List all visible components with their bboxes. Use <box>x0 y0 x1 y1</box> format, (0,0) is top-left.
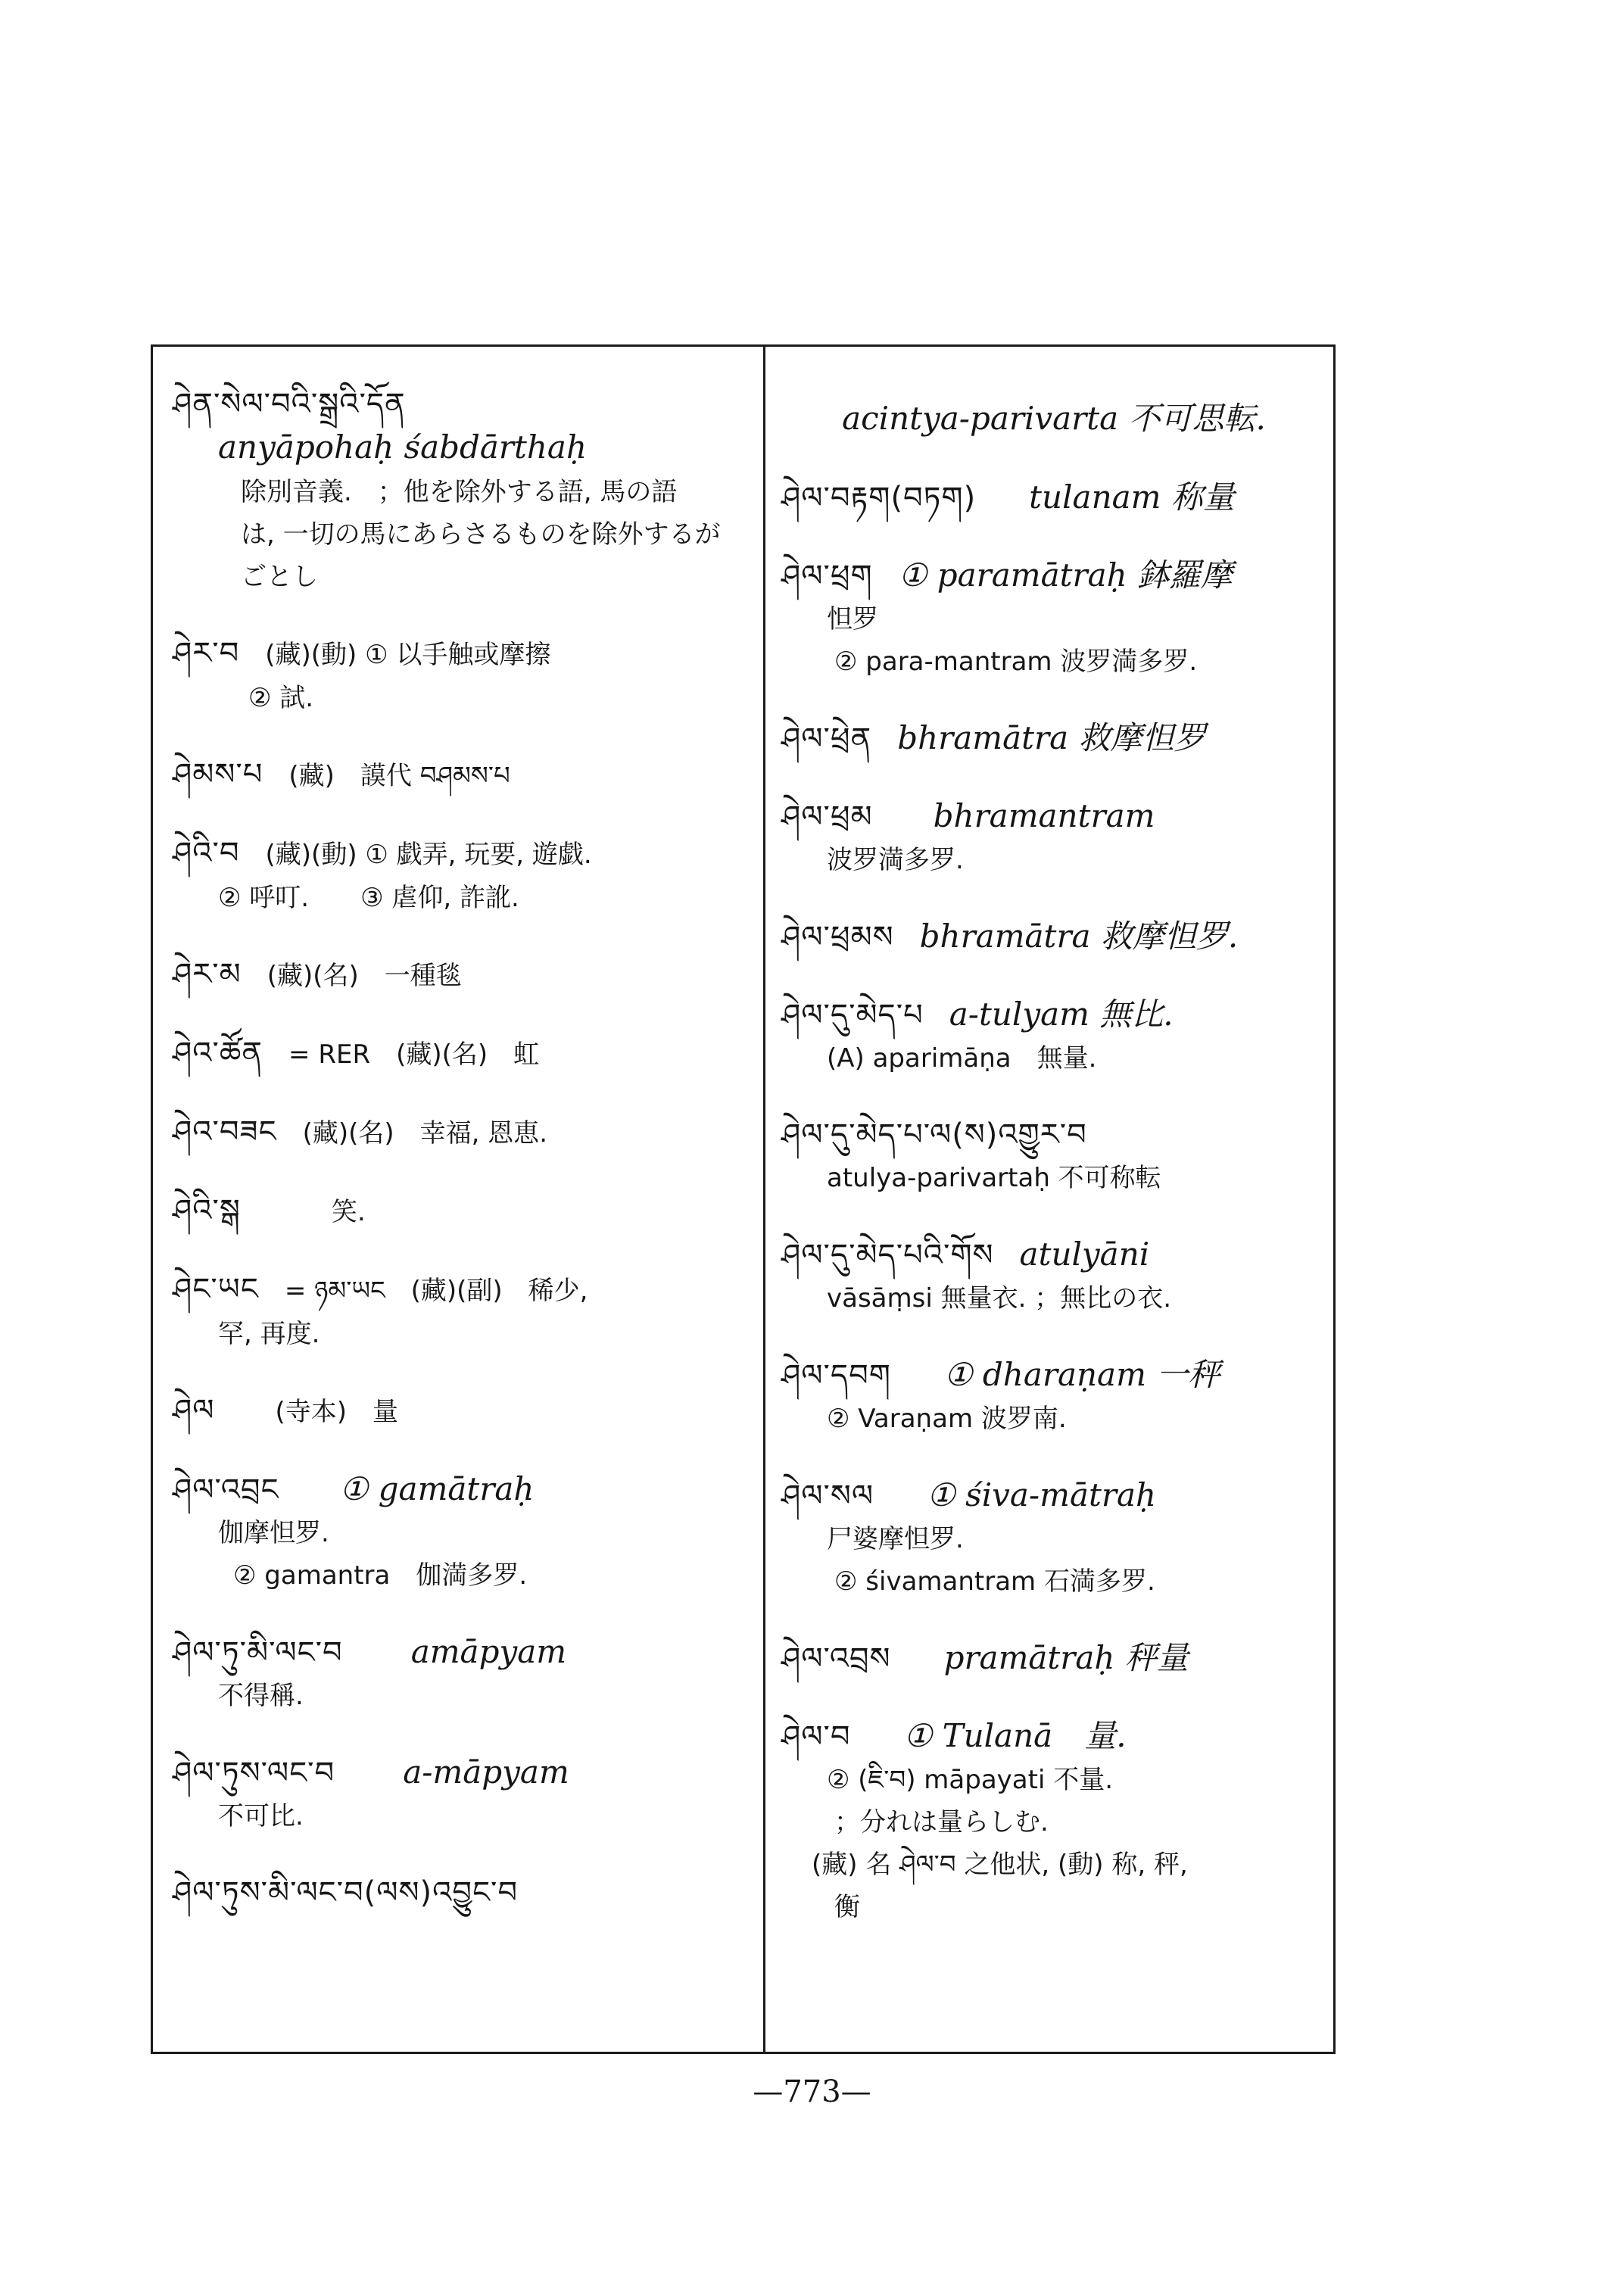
definition-text: ② Varaṇam 波罗南. <box>827 1404 1067 1434</box>
grammar-note: (藏)(名) 幸福, 恩恵. <box>302 1118 548 1149</box>
dictionary-entry <box>173 1389 752 1434</box>
tibetan-headword: ཤེལ་འབྲས <box>781 1641 891 1676</box>
tibetan-headword: ཤེར་བ <box>173 636 240 671</box>
definition-text: ② (ཇི་བ) māpayati 不量. <box>827 1765 1114 1795</box>
definition-text: (A) aparimāṇa 無量. <box>827 1043 1097 1074</box>
definition-text: ごとし <box>241 562 318 592</box>
dictionary-entry <box>173 753 752 798</box>
dictionary-entry <box>781 1353 1326 1440</box>
definition-text: ；分れは量らしむ. <box>834 1807 1049 1837</box>
page-number: —773— <box>753 2074 871 2109</box>
tibetan-headword: ཤེལ་བརྟག(བཏག) <box>781 481 977 516</box>
definition-text: ② gamantra 伽満多罗. <box>233 1560 528 1591</box>
definition-text: ② para-mantram 波罗満多罗. <box>834 647 1198 677</box>
definition-text: 不得稱. <box>218 1681 304 1711</box>
sanskrit-equivalent: ① dharaṇam 一秤 <box>943 1356 1220 1393</box>
tibetan-headword: ཤེལ་ཏུས་ལང་བ <box>173 1756 335 1791</box>
tibetan-headword: ཤེལ་ཕྲག <box>781 559 873 594</box>
left-column <box>173 360 752 1915</box>
sanskrit-equivalent: a-tulyam 無比. <box>949 996 1174 1033</box>
sanskrit-equivalent: atulyāni <box>1019 1236 1150 1273</box>
dictionary-entry <box>781 993 1326 1080</box>
tibetan-headword: ཤེལ་དུ་མེད་པའི་གོས <box>781 1238 994 1273</box>
sanskrit-equivalent: ① paramātraḥ 鉢羅摩 <box>898 556 1233 594</box>
sanskrit-equivalent: ① gamātraḥ <box>339 1470 535 1507</box>
dictionary-entry <box>173 1110 752 1155</box>
definition-text: は, 一切の馬にあらさるものを除外するが <box>241 519 721 550</box>
grammar-note: (藏)(名) 一種毯 <box>267 961 462 991</box>
definition-text: ② 呼叮. ③ 虐仰, 詐訛. <box>218 883 519 913</box>
tibetan-headword: ཤེན་སེལ་བའི་སྒྲའི་དོན <box>173 387 406 422</box>
definition-text: (藏) 名 ཤེལ་བ 之他状, (動) 称, 秤, <box>812 1850 1188 1880</box>
sanskrit-equivalent: amāpyam <box>410 1633 567 1670</box>
dictionary-entry <box>781 1714 1326 1928</box>
definition-text: atulya-parivartaḥ 不可称転 <box>827 1163 1161 1193</box>
definition-text: vāsāṃsi 無量衣. ；無比の衣. <box>827 1283 1172 1314</box>
tibetan-headword: ཤེལ <box>173 1393 215 1428</box>
tibetan-headword: ཤེལ་ཕྲེན <box>781 722 872 756</box>
sanskrit-equivalent: pramātraḥ 秤量 <box>943 1639 1189 1676</box>
continuation-line: acintya-parivarta 不可思転. <box>842 400 1266 437</box>
sanskrit-equivalent: bhramātra 救摩怛罗. <box>919 918 1239 955</box>
dictionary-entry <box>781 397 1326 442</box>
grammar-note: 笑. <box>331 1197 366 1227</box>
tibetan-headword: ཤེའ་བཟང <box>173 1114 277 1149</box>
definition-text: 除別音義. ；他を除外する語, 馬の語 <box>241 477 678 507</box>
sanskrit-equivalent: tulanam 称量 <box>1029 478 1235 516</box>
dictionary-entry <box>173 1189 752 1234</box>
tibetan-headword: ཤེལ་བ <box>781 1719 851 1754</box>
dictionary-entry <box>173 1871 752 1915</box>
column-divider <box>763 344 765 2054</box>
grammar-note: = ཉམ་ཡང (藏)(副) 稀少, <box>284 1276 588 1306</box>
tibetan-headword: ཤེལ་ཏུས་མི་ལང་བ(ལས)འབྱུང་བ <box>173 1875 519 1910</box>
definition-text: 罕, 再度. <box>218 1319 320 1349</box>
dictionary-entry <box>781 1636 1326 1681</box>
definition-text: 衡 <box>834 1892 860 1922</box>
tibetan-headword: ཤེའ་ཚོན <box>173 1036 263 1071</box>
sanskrit-equivalent: a-māpyam <box>403 1753 569 1791</box>
dictionary-entry <box>173 382 752 598</box>
grammar-note: = RER (藏)(名) 虹 <box>288 1039 540 1070</box>
sanskrit-equivalent: anyāpohaḥ śabdārthaḥ <box>218 429 588 466</box>
dictionary-entry <box>173 1467 752 1597</box>
dictionary-entry <box>173 952 752 998</box>
dictionary-entry <box>173 631 752 719</box>
tibetan-headword: ཤེའི་བ <box>173 836 240 871</box>
tibetan-headword: ཤེལ་ཏུ་མི་ལང་བ <box>173 1635 343 1670</box>
definition-text: 波罗満多罗. <box>827 845 964 875</box>
definition-text: 怛罗 <box>827 604 878 634</box>
tibetan-headword: ཤེར་མ <box>173 957 242 992</box>
sanskrit-equivalent: bhramātra 救摩怛罗 <box>897 719 1206 756</box>
tibetan-headword: ཤེལ་དབག <box>781 1358 891 1393</box>
dictionary-entry <box>173 1267 752 1355</box>
tibetan-headword: ཤེལ་དུ་མེད་པ <box>781 998 924 1033</box>
grammar-note: (寺本) 量 <box>275 1397 399 1427</box>
definition-text: 伽摩怛罗. <box>218 1518 329 1548</box>
dictionary-entry <box>781 1233 1326 1320</box>
sanskrit-equivalent: bhramantram <box>933 797 1155 834</box>
dictionary-entry <box>173 831 752 919</box>
dictionary-entry <box>173 1630 752 1717</box>
dictionary-entry <box>173 1750 752 1837</box>
grammar-note: (藏)(動) ① 以手触或摩擦 <box>265 640 551 670</box>
tibetan-headword: ཤེལ་འབྲང <box>173 1473 279 1507</box>
tibetan-headword: ཤེང་ཡང <box>173 1272 259 1307</box>
dictionary-entry <box>781 794 1326 881</box>
sanskrit-equivalent: ① Tulanā 量. <box>903 1717 1127 1754</box>
sanskrit-equivalent: ① śiva-mātraḥ <box>927 1476 1157 1513</box>
definition-text: ② śivamantram 石満多罗. <box>834 1566 1155 1597</box>
tibetan-headword: ཤེལ་ཕྲམས <box>781 920 894 955</box>
definition-text: ② 試. <box>248 683 314 713</box>
dictionary-entry <box>781 553 1326 683</box>
grammar-note: (藏) 謨代 བཤམས་པ <box>288 761 510 791</box>
grammar-note: (藏)(動) ① 戯弄, 玩要, 遊戯. <box>265 840 592 870</box>
dictionary-entry <box>781 1473 1326 1603</box>
tibetan-headword: ཤེམས་པ <box>173 757 263 792</box>
right-column <box>781 360 1326 1928</box>
tibetan-headword: ཤེལ་དུ་མེད་པ་ལ(ས)འགྱུར་བ <box>781 1117 1087 1152</box>
tibetan-headword: ཤེལ་སལ <box>781 1479 874 1513</box>
dictionary-entry <box>781 915 1326 959</box>
tibetan-headword: ཤེའི་སྒ <box>173 1193 241 1228</box>
dictionary-entry <box>173 1031 752 1077</box>
definition-text: 不可比. <box>218 1801 304 1831</box>
dictionary-entry <box>781 716 1326 761</box>
dictionary-entry <box>781 475 1326 520</box>
dictionary-entry <box>781 1113 1326 1199</box>
tibetan-headword: ཤེལ་ཕྲམ <box>781 799 873 834</box>
definition-text: 尸婆摩怛罗. <box>827 1524 964 1554</box>
